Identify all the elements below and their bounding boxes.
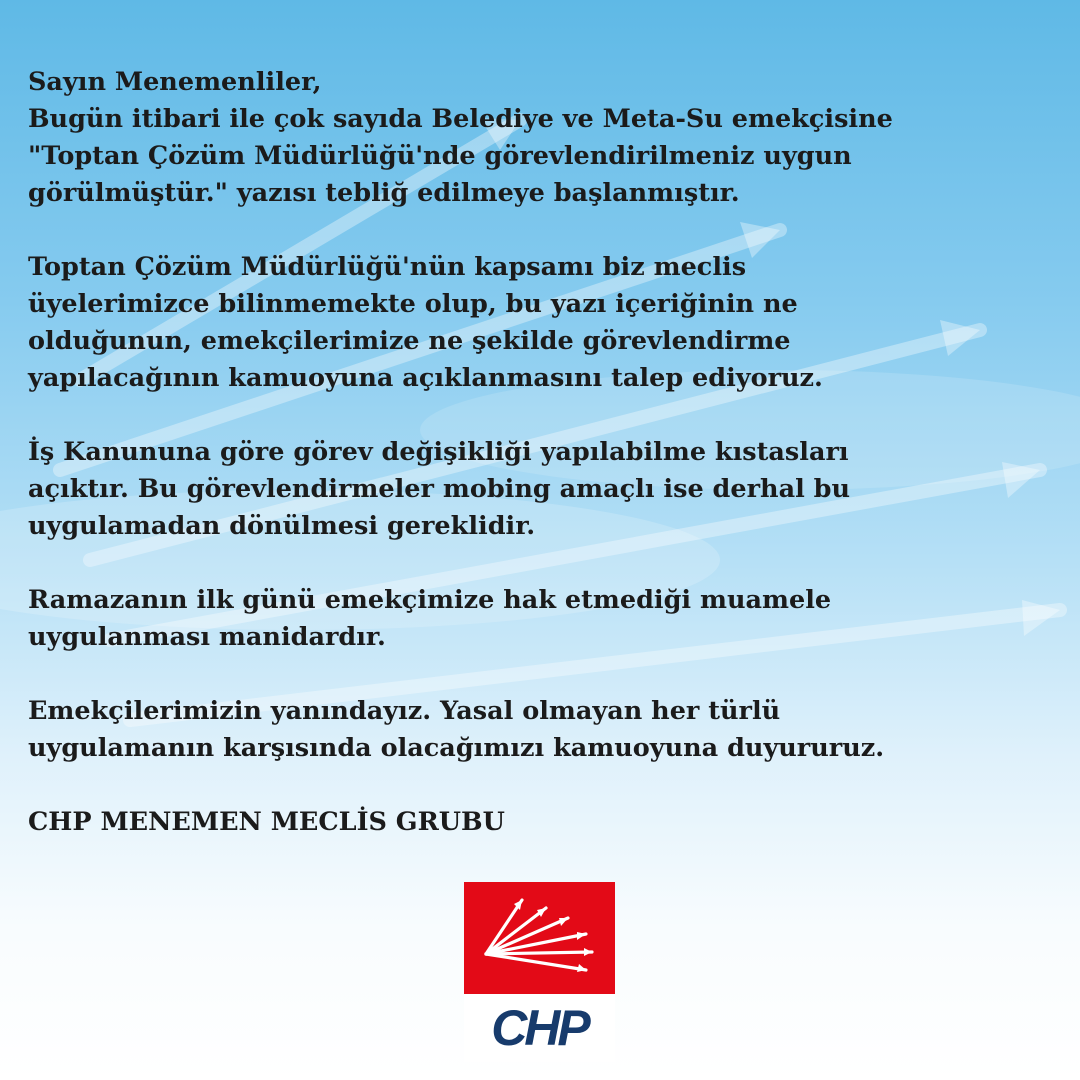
paragraph-greeting	[28, 64, 1058, 212]
text-line: uygulanması manidardır.	[28, 622, 386, 652]
text-line: Ramazanın ilk günü emekçimize hak etmediği muamele	[28, 585, 832, 615]
text-line: yapılacağının kamuoyuna açıklanmasını talep ediyoruz.	[28, 363, 823, 393]
text-line: görülmüştür." yazısı tebliğ edilmeye başlanmıştır.	[28, 178, 740, 208]
logo-wordmark: CHP	[491, 1000, 588, 1056]
press-statement	[28, 64, 1058, 841]
text-line: Sayın Menemenliler,	[28, 67, 322, 97]
logo-red-panel	[464, 882, 615, 994]
logo-white-panel	[464, 994, 615, 1062]
paragraph-labor-law	[28, 434, 1058, 545]
text-line: üyelerimizce bilinmemekte olup, bu yazı içeriğinin ne	[28, 289, 798, 319]
text-line: uygulamanın karşısında olacağımızı kamuoyuna duyururuz.	[28, 733, 885, 763]
text-line: Toptan Çözüm Müdürlüğü'nün kapsamı biz meclis	[28, 252, 747, 282]
text-line: Bugün itibari ile çok sayıda Belediye ve Meta-Su emekçisine	[28, 104, 893, 134]
signature-block	[28, 804, 1058, 841]
six-arrows-icon	[464, 882, 615, 994]
text-line: "Toptan Çözüm Müdürlüğü'nde görevlendirilmeniz uygun	[28, 141, 852, 171]
paragraph-ramadan	[28, 582, 1058, 656]
text-line: İş Kanununa göre görev değişikliği yapılabilme kıstasları	[28, 437, 849, 467]
text-line: Emekçilerimizin yanındayız. Yasal olmayan her türlü	[28, 696, 781, 726]
signature: CHP MENEMEN MECLİS GRUBU	[28, 807, 505, 837]
paragraph-solidarity	[28, 693, 1058, 767]
text-line: uygulamadan dönülmesi gereklidir.	[28, 511, 536, 541]
text-line: olduğunun, emekçilerimize ne şekilde görevlendirme	[28, 326, 791, 356]
text-line: açıktır. Bu görevlendirmeler mobing amaçlı ise derhal bu	[28, 474, 851, 504]
chp-logo	[464, 882, 615, 1062]
paragraph-request	[28, 249, 1058, 397]
